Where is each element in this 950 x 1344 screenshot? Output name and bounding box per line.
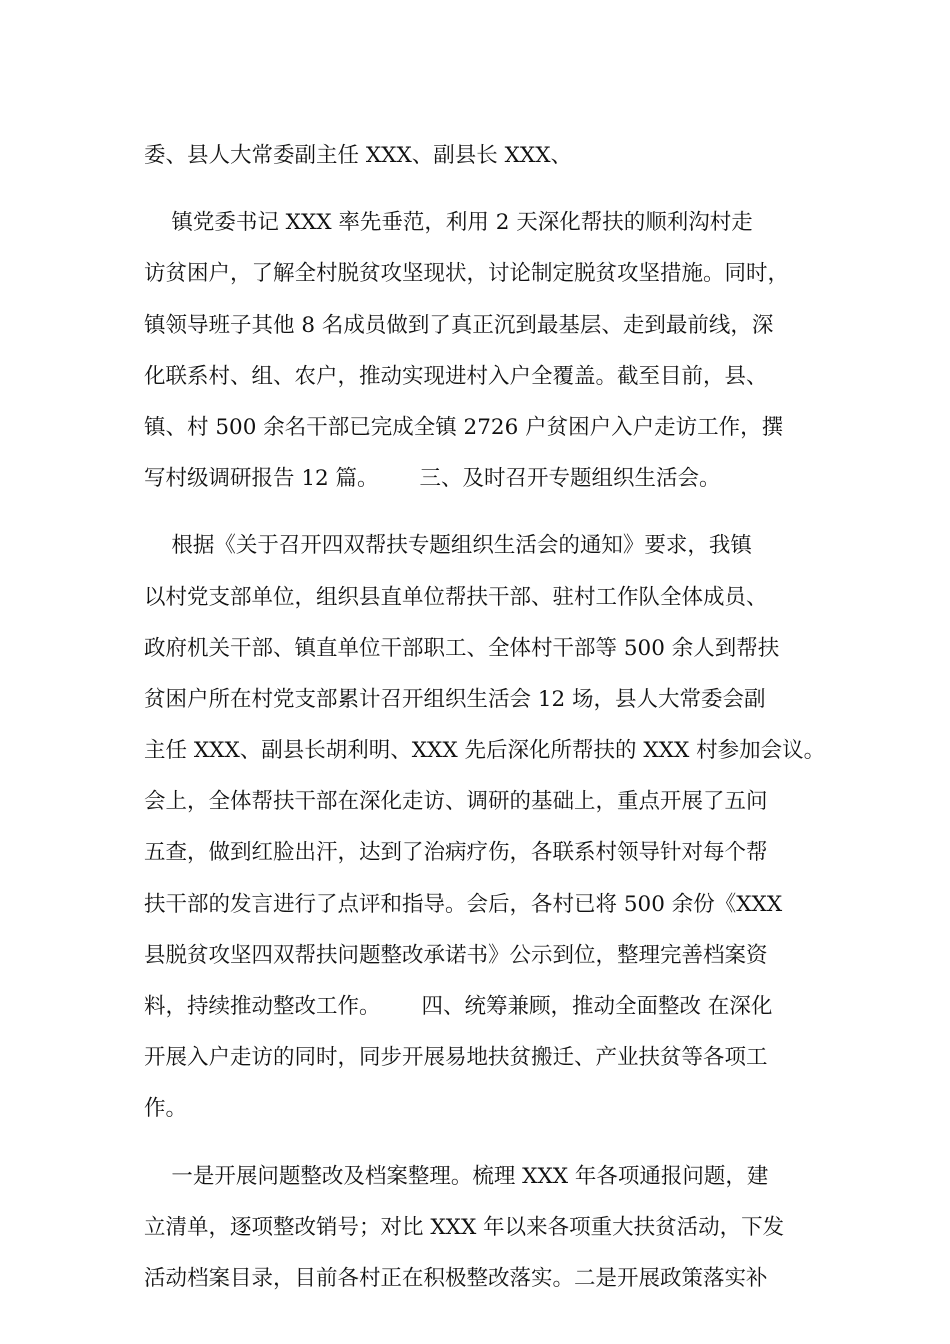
text-line: 会上，全体帮扶干部在深化走访、调研的基础上，重点开展了五问 <box>144 789 768 815</box>
text-line: 委、县人大常委副主任 XXX、副县长 XXX、 <box>144 143 573 168</box>
text-line: 县脱贫攻坚四双帮扶问题整改承诺书》公示到位，整理完善档案资 <box>144 942 768 968</box>
text-line: 开展入户走访的同时，同步开展易地扶贫搬迁、产业扶贫等各项工 <box>144 1045 768 1071</box>
text-line: 主任 XXX、副县长胡利明、XXX 先后深化所帮扶的 XXX 村参加会议。 <box>144 738 826 764</box>
text-line: 活动档案目录，目前各村正在积极整改落实。二是开展政策落实补 <box>144 1265 768 1291</box>
text-line: 以村党支部单位，组织县直单位帮扶干部、驻村工作队全体成员、 <box>144 584 768 610</box>
text-line: 一是开展问题整改及档案整理。梳理 XXX 年各项通报问题，建 <box>144 1163 769 1189</box>
text-line: 镇党委书记 XXX 率先垂范，利用 2 天深化帮扶的顺利沟村走 <box>144 210 753 236</box>
body-text <box>144 130 834 1304</box>
text-line: 五查，做到红脸出汗，达到了治病疗伤，各联系村领导针对每个帮 <box>144 840 768 866</box>
text-line: 扶干部的发言进行了点评和指导。会后，各村已将 500 余份《XXX <box>144 891 783 917</box>
text-line: 政府机关干部、镇直单位干部职工、全体村干部等 500 余人到帮扶 <box>144 635 780 661</box>
text-line: 镇领导班子其他 8 名成员做到了真正沉到最基层、走到最前线，深 <box>144 312 774 338</box>
text-line: 作。 <box>144 1096 188 1122</box>
text-line: 料，持续推动整改工作。 四、统筹兼顾，推动全面整改 在深化 <box>144 994 773 1019</box>
text-line: 化联系村、组、农户，推动实现进村入户全覆盖。截至目前，县、 <box>144 363 768 389</box>
text-line: 镇、村 500 余名干部已完成全镇 2726 户贫困户入户走访工作，撰 <box>144 414 784 440</box>
text-line: 根据《关于召开四双帮扶专题组织生活会的通知》要求，我镇 <box>144 533 752 559</box>
text-line: 访贫困户，了解全村脱贫攻坚现状，讨论制定脱贫攻坚措施。同时， <box>144 261 790 287</box>
text-line: 立清单，逐项整改销号；对比 XXX 年以来各项重大扶贫活动，下发 <box>144 1214 785 1240</box>
text-line: 写村级调研报告 12 篇。 三、及时召开专题组织生活会。 <box>144 466 721 492</box>
text-line: 贫困户所在村党支部累计召开组织生活会 12 场，县人大常委会副 <box>144 686 766 712</box>
